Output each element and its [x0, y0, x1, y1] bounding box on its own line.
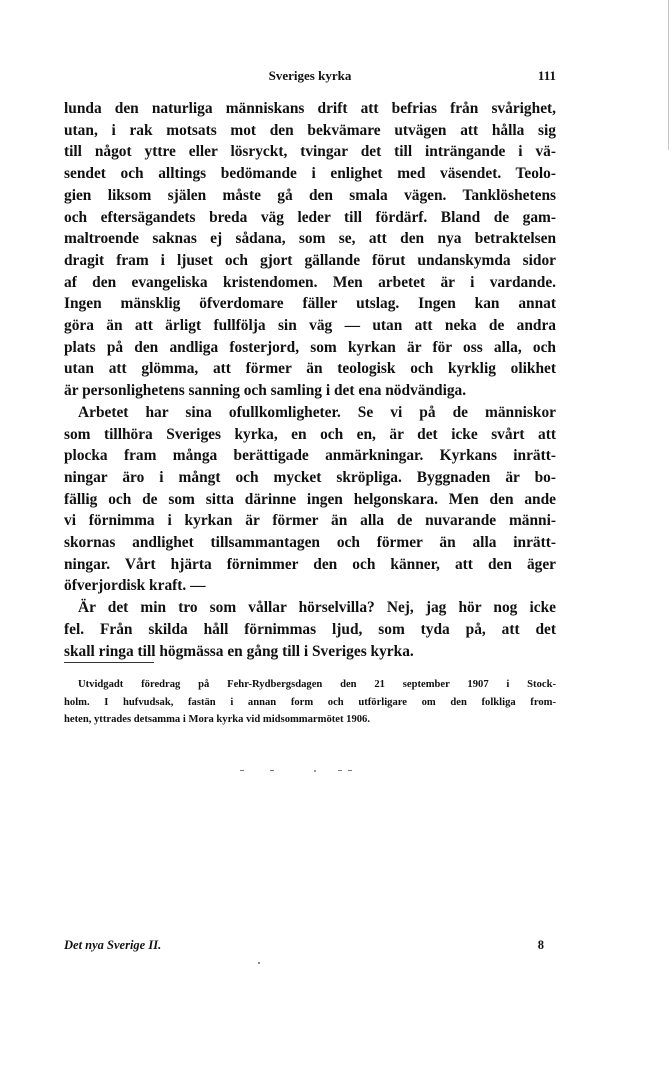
text-line: plocka fram många berättigade anmärkningar. Kyrkans inrätt-: [64, 447, 556, 465]
text-line: utan, i rak motsats mot den bekvämare utvägen att hålla sig: [64, 121, 556, 139]
text-line: och eftersägandets breda väg leder till fördärf. Bland de gam-: [64, 208, 556, 226]
text-line: dragit fram i ljuset och gjort gällande förut undanskymda sidor: [64, 251, 556, 269]
text-line: utan att glömma, att förmer än teologisk och kyrklig olikhet: [64, 360, 556, 378]
text-line: sendet och alltings bedömande i enlighet med väsendet. Teolo-: [64, 165, 556, 183]
text-line: till något yttre eller lösryckt, tvingar det till inträngande i vä-: [64, 143, 556, 161]
footnote-line: Utvidgadt föredrag på Fehr-Rydbergsdagen den 21 september 1907 i Stock-: [78, 679, 556, 690]
text-line: vi förnimma i kyrkan är förmer än alla de nuvarande männi-: [64, 512, 556, 530]
body-text: [64, 98, 556, 662]
text-line: maltroende saknas ej sådana, som se, att den nya betraktelsen: [64, 230, 556, 248]
text-line: ningar äro i mångt och mycket skröpliga. Byggnaden är bo-: [64, 468, 556, 486]
text-line: ningar. Vårt hjärta förnimmer den och känner, att den äger: [64, 555, 556, 573]
text-line: fällig och de som sitta därinne ingen helgonskara. Men den ande: [64, 490, 556, 508]
footnote-rule: [64, 662, 154, 663]
printer-signature: [64, 938, 556, 958]
scan-speck: [338, 770, 342, 771]
scan-speck: [314, 770, 316, 772]
text-line: fel. Från skilda håll förnimmas ljud, som tyda på, att det: [64, 620, 556, 638]
text-line: lunda den naturliga människans drift att befrias från svårighet,: [64, 100, 556, 117]
text-line: af den evangeliska kristendomen. Men arbetet är i vardande.: [64, 273, 556, 291]
footnote-line: heten, yttrades detsamma i Mora kyrka vid midsommarmötet 1906.: [64, 714, 370, 725]
page-number: 111: [537, 68, 556, 83]
text-line: skornas andlighet tillsammantagen och förmer än alla inrätt-: [64, 534, 556, 552]
text-line: Arbetet har sina ofullkomligheter. Se vi på de människor: [78, 403, 556, 421]
text-line: som tillhöra Sveriges kyrka, en och en, är det icke svårt att: [64, 425, 556, 443]
paragraph-3: [64, 597, 556, 662]
text-line: gien liksom själen måste gå den smala vägen. Tanklöshetens: [64, 186, 556, 204]
text-line: plats på den andliga fosterjord, som kyrkan är för oss alla, och: [64, 338, 556, 356]
text-line: är personlighetens sanning och samling i det ena nödvändiga.: [64, 382, 467, 400]
running-header: [64, 68, 556, 88]
text-line: Ingen mänsklig öfverdomare fäller utslag. Ingen kan annat: [64, 295, 556, 313]
scan-speck: [258, 962, 260, 964]
footnote: [64, 676, 556, 729]
scan-speck: [240, 770, 244, 771]
signature-number: 8: [537, 938, 544, 952]
scan-speck: [270, 770, 274, 771]
running-title: Sveriges kyrka: [268, 68, 352, 83]
scan-speck: [348, 770, 352, 771]
paragraph-1: [64, 98, 556, 402]
page-edge-mark: [668, 0, 669, 150]
footnote-line: holm. I hufvudsak, fastän i annan form och utförligare om den folkliga from-: [64, 696, 556, 708]
text-line: Är det min tro som vållar hörselvilla? Nej, jag hör nog icke: [78, 599, 556, 617]
paragraph-2: [64, 402, 556, 597]
text-line: öfverjordisk kraft. —: [64, 577, 206, 595]
text-line: göra än att ärligt fullfölja sin väg — utan att neka de andra: [64, 317, 556, 335]
signature-title: Det nya Sverige II.: [64, 938, 162, 952]
text-line: skall ringa till högmässa en gång till i Sveriges kyrka.: [64, 642, 414, 660]
scan-specks: [240, 768, 360, 774]
